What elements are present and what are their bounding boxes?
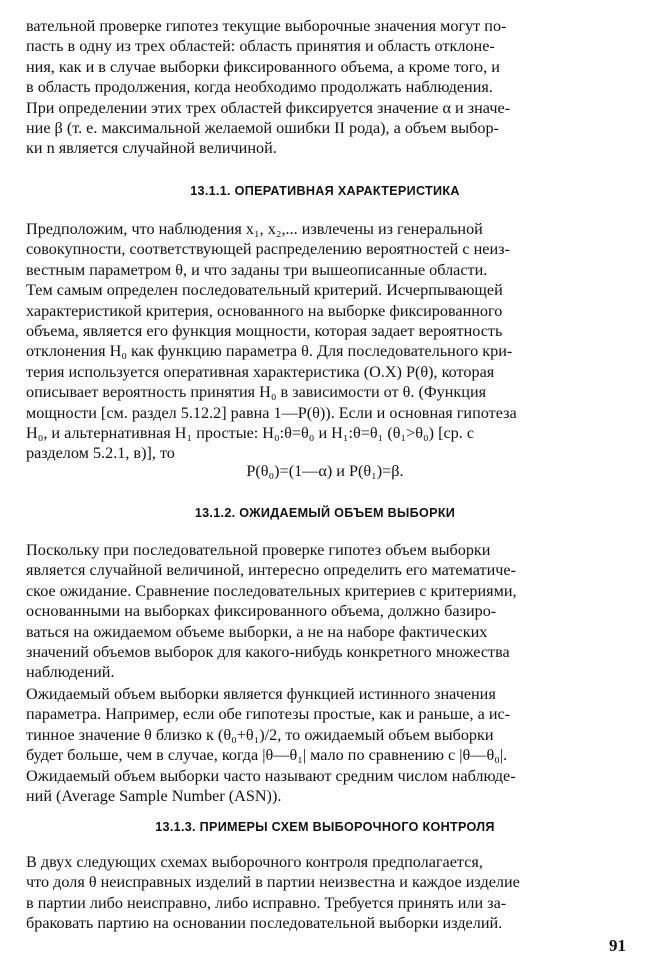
- page-number: 91: [609, 936, 626, 955]
- section-heading-sampling-examples: 13.1.3. ПРИМЕРЫ СХЕМ ВЫБОРОЧНОГО КОНТРОЛЯ: [155, 820, 495, 834]
- intro-paragraph: вательной проверке гипотез текущие выборочные значения могут по- пасть в одну из трех областей: область принятия и область отклоне- ния, как и в случае выборки фиксированного объема, а кроме того, и в область продолжения, когда необходимо продолжать наблюдения. При определении этих трех областей фиксируется значение α и значе- ние β (т. е. максимальной желаемой ошибки II рода), а объем выбор- ки n является случайной величиной.: [26, 17, 511, 158]
- sampling-examples-paragraph: В двух следующих схемах выборочного контроля предполагается, что доля θ неисправных изделий в партии неизвестна и каждое изделие в партии либо неисправно, либо исправно. Требуется принять или за- браковать партию на основании последовательной выборки изделий.: [26, 853, 520, 933]
- oc-formula: P(θ₀)=(1—α) и P(θ₁)=β.: [246, 462, 404, 480]
- section-heading-operating-characteristic: 13.1.1. ОПЕРАТИВНАЯ ХАРАКТЕРИСТИКА: [190, 184, 460, 198]
- expected-sample-size-paragraph-2: Ожидаемый объем выборки является функцией истинного значения параметра. Например, если обе гипотезы простые, как и раньше, а ис- тинное значение θ близко к (θ₀+θ₁)/2, то ожидаемый объем выборки будет больше, чем в случае, когда |θ—θ₁| мало по сравнению с |θ—θ₀|. Ожидаемый объем выборки часто называют средним числом наблюде- ний (Average Sample Number (ASN)).: [26, 685, 516, 806]
- operating-characteristic-paragraph: Предположим, что наблюдения x₁, x₂,... извлечены из генеральной совокупности, соответствующей распределению вероятностей с неиз- вестным параметром θ, и что заданы три вышеописанные области. Тем самым определен последовательный критерий. Исчерпывающей характеристикой критерия, основанного на выборке фиксированного объема, является его функция мощности, которая задает вероятность отклонения H₀ как функцию параметра θ. Для последовательного кри- терия используется оперативная характеристика (О.Х) P(θ), которая описывает вероятность принятия H₀ в зависимости от θ. (Функция мощности [см. раздел 5.12.2] равна 1—P(θ)). Если и основная гипотеза H₀, и альтернативная H₁ простые: H₀:θ=θ₀ и H₁:θ=θ₁ (θ₁>θ₀) [ср. с разделом 5.2.1, в)], то: [26, 220, 517, 463]
- expected-sample-size-paragraph-1: Поскольку при последовательной проверке гипотез объем выборки является случайной величиной, интересно определить его математиче- ское ожидание. Сравнение последовательных критериев с критериями, основанными на выборках фиксированного объема, должно базиро- ваться на ожидаемом объеме выборки, а не на наборе фактических значений объемов выборок для какого-нибудь конкретного множества наблюдений.: [26, 541, 517, 682]
- section-heading-expected-sample-size: 13.1.2. ОЖИДАЕМЫЙ ОБЪЕМ ВЫБОРКИ: [194, 506, 456, 520]
